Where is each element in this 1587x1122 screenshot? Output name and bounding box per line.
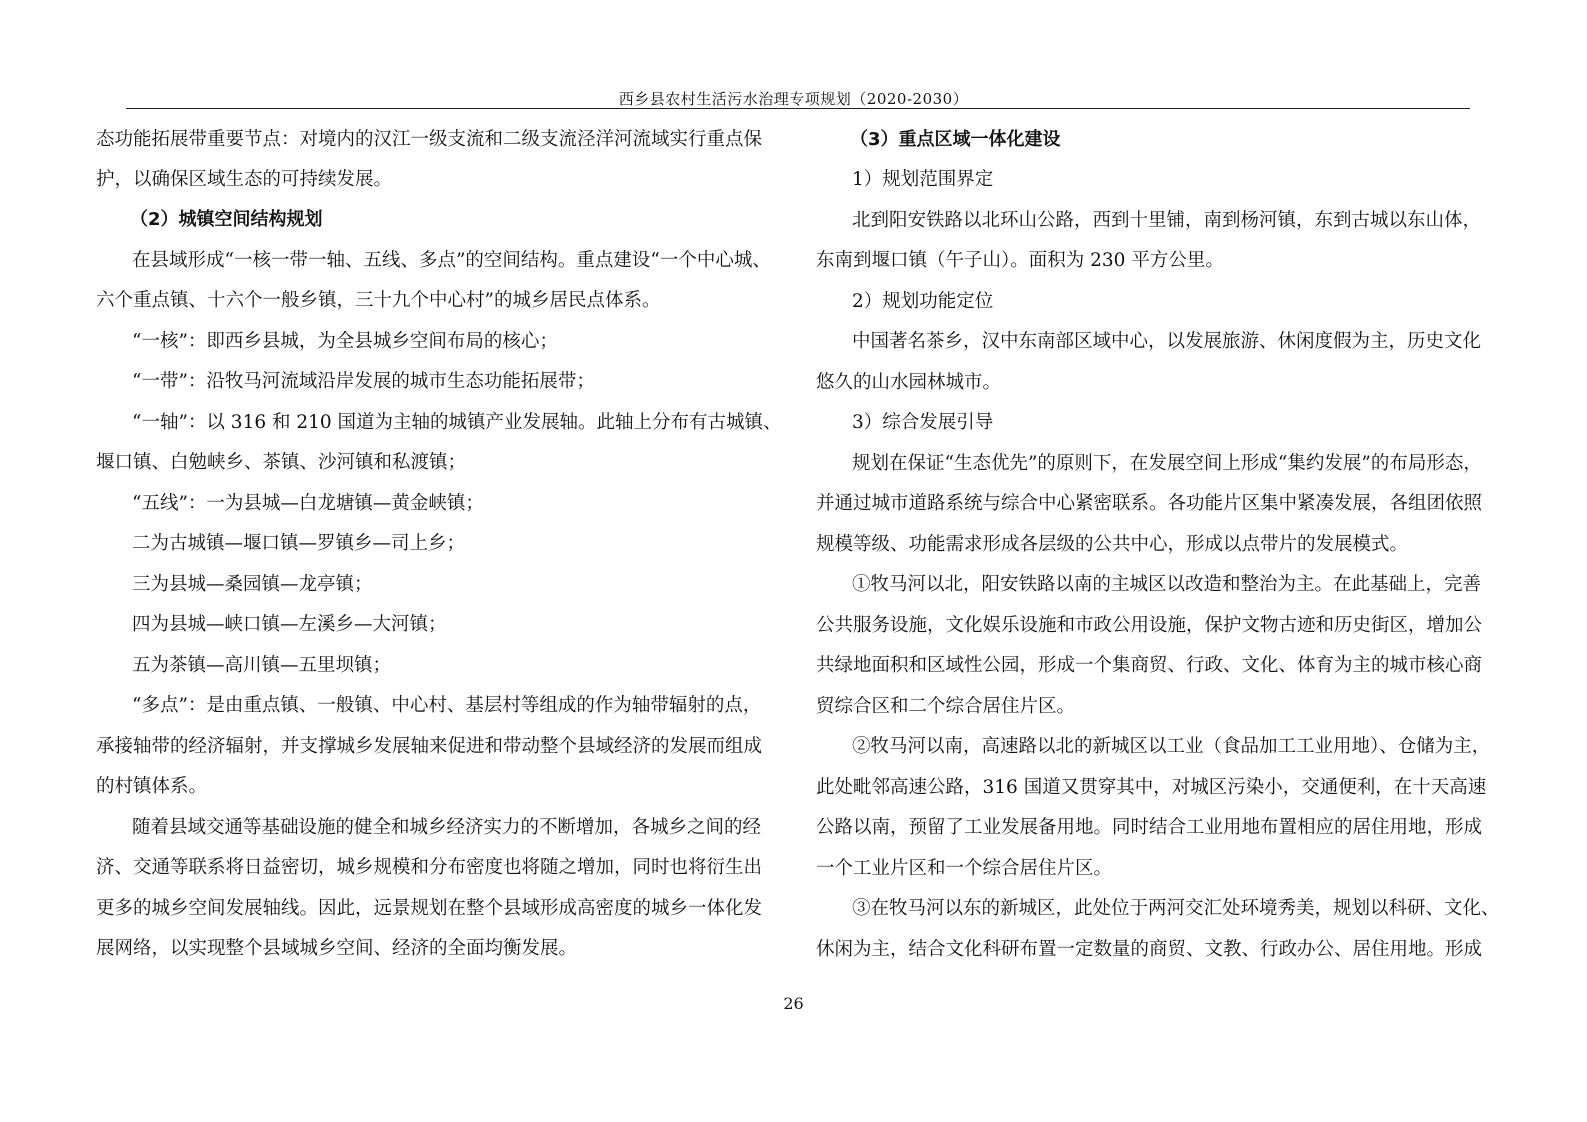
paragraph-line: 贸综合区和二个综合居住片区。 [816,696,1076,717]
paragraph-line: 公路以南，预留了工业发展备用地。同时结合工业用地布置相应的居住用地，形成 [816,817,1483,838]
header-divider [126,108,1470,109]
paragraph-line: 共绿地面积和区域性公园，形成一个集商贸、行政、文化、体育为主的城市核心商 [816,655,1483,676]
paragraph-line: ③在牧马河以东的新城区，此处位于两河交汇处环境秀美，规划以科研、文化、 [852,898,1500,919]
document-header-title: 西乡县农村生活污水治理专项规划（2020-2030） [618,90,969,108]
paragraph-line: 一个工业片区和一个综合居住片区。 [816,858,1113,879]
paragraph-line: 展网络，以实现整个县域城乡空间、经济的全面均衡发展。 [96,938,578,959]
section-heading-2: （2）城镇空间结构规划 [130,209,323,230]
paragraph-line: 悠久的山水园林城市。 [816,372,1002,393]
paragraph-line: 护，以确保区域生态的可持续发展。 [96,169,393,190]
paragraph-line: 四为县城—峡口镇—左溪乡—大河镇； [132,614,447,635]
paragraph-line: ②牧马河以南，高速路以北的新城区以工业（食品加工工业用地）、仓储为主， [852,736,1491,757]
paragraph-line: 中国著名茶乡，汉中东南部区域中心，以发展旅游、休闲度假为主，历史文化 [852,331,1482,352]
paragraph-line: ①牧马河以北，阳安铁路以南的主城区以改造和整治为主。在此基础上，完善 [852,574,1482,595]
subsection-heading: 3）综合发展引导 [852,412,994,433]
paragraph-line: 公共服务设施，文化娱乐设施和市政公用设施，保护文物古迹和历史街区，增加公 [816,615,1483,636]
paragraph-line: 承接轴带的经济辐射，并支撑城乡发展轴来促进和带动整个县域经济的发展而组成 [96,736,763,757]
paragraph-line: 休闲为主，结合文化科研布置一定数量的商贸、文教、行政办公、居住用地。形成 [816,939,1483,960]
paragraph-line: 二为古城镇—堰口镇—罗镇乡—司上乡； [132,533,466,554]
paragraph-line: 并通过城市道路系统与综合中心紧密联系。各功能片区集中紧凑发展，各组团依照 [816,493,1483,514]
paragraph-line: 态功能拓展带重要节点：对境内的汉江一级支流和二级支流泾洋河流域实行重点保 [96,129,763,150]
paragraph-line: “五线”：一为县城—白龙塘镇—黄金峡镇； [132,493,484,514]
paragraph-line: 随着县域交通等基础设施的健全和城乡经济实力的不断增加，各城乡之间的经 [132,817,762,838]
paragraph-line: 济、交通等联系将日益密切，城乡规模和分布密度也将随之增加，同时也将衍生出 [96,857,763,878]
section-heading-3: （3）重点区域一体化建设 [850,129,1061,150]
paragraph-line: “多点”：是由重点镇、一般镇、中心村、基层村等组成的作为轴带辐射的点， [132,695,762,716]
paragraph-line: 五为茶镇—高川镇—五里坝镇； [132,655,392,676]
paragraph-line: 的村镇体系。 [96,776,208,797]
paragraph-line: 六个重点镇、十六个一般乡镇，三十九个中心村”的城乡居民点体系。 [96,290,661,311]
page-number: 26 [783,994,804,1013]
paragraph-line: 更多的城乡空间发展轴线。因此，远景规划在整个县域形成高密度的城乡一体化发 [96,898,763,919]
paragraph-line: 规模等级、功能需求形成各层级的公共中心，形成以点带片的发展模式。 [816,534,1409,555]
paragraph-line: 在县域形成“一核一带一轴、五线、多点”的空间结构。重点建设“一个中心城、 [132,250,771,271]
paragraph-line: “一核”：即西乡县城，为全县城乡空间布局的核心； [132,331,558,352]
paragraph-line: 东南到堰口镇（午子山）。面积为 230 平方公里。 [816,250,1224,271]
paragraph-line: 堰口镇、白勉峡乡、茶镇、沙河镇和私渡镇； [96,452,467,473]
subsection-heading: 2）规划功能定位 [852,291,994,312]
paragraph-line: 规划在保证“生态优先”的原则下，在发展空间上形成“集约发展”的布局形态， [852,453,1482,474]
paragraph-line: 北到阳安铁路以北环山公路，西到十里铺，南到杨河镇，东到古城以东山体， [852,210,1482,231]
paragraph-line: “一带”：沿牧马河流域沿岸发展的城市生态功能拓展带； [132,371,595,392]
paragraph-line: 此处毗邻高速公路，316 国道又贯穿其中，对城区污染小，交通便利，在十天高速 [816,777,1487,798]
paragraph-line: “一轴”：以 316 和 210 国道为主轴的城镇产业发展轴。此轴上分布有古城镇、 [132,412,782,433]
paragraph-line: 三为县城—桑园镇—龙亭镇； [132,574,373,595]
subsection-heading: 1）规划范围界定 [852,169,994,190]
